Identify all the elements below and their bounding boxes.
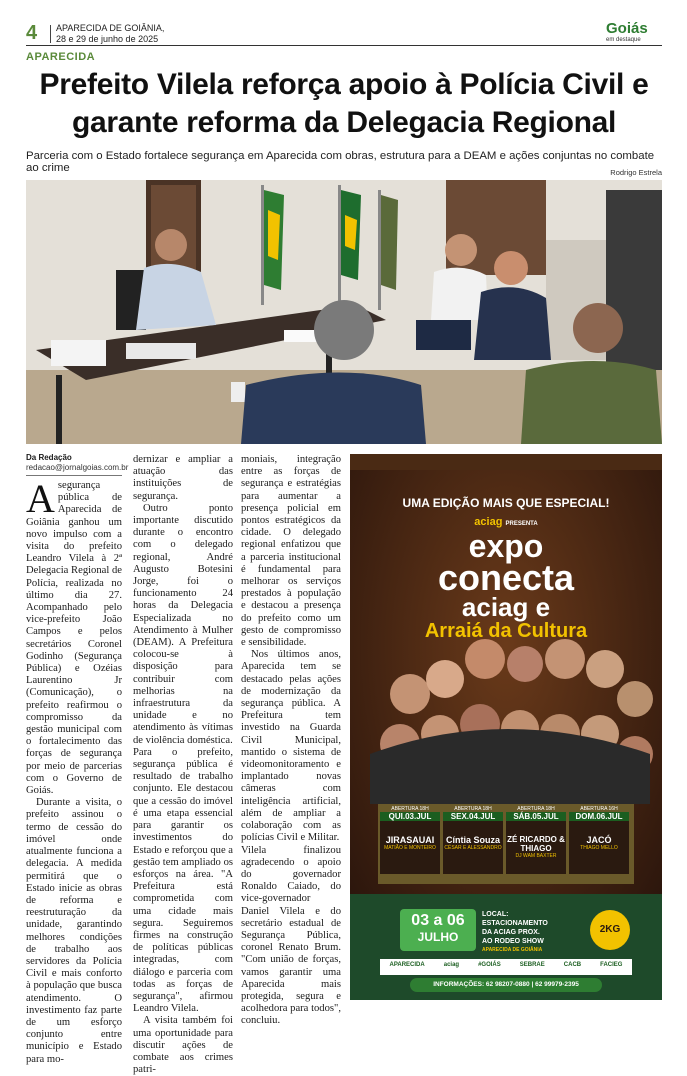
ad-org-sub: PRESENTA bbox=[505, 521, 538, 527]
ad-day-3 bbox=[506, 806, 566, 859]
ad-title-3: aciag e bbox=[461, 592, 551, 622]
header-date: 28 e 29 de junho de 2025 bbox=[56, 34, 159, 44]
article-column-2 bbox=[133, 454, 233, 1076]
ad-ticket: 2KG bbox=[599, 924, 621, 935]
ad-location-label: LOCAL: bbox=[482, 911, 509, 918]
ad-day-4 bbox=[569, 806, 629, 851]
ad-dates bbox=[400, 912, 476, 946]
ad-day-tag: ABERTURA 18H bbox=[454, 806, 492, 812]
ad-day-date: DOM.06.JUL bbox=[569, 812, 629, 821]
sponsor-logo: SEBRAE bbox=[519, 962, 545, 968]
advertisement[interactable] bbox=[350, 454, 662, 1000]
ad-title-2: conecta bbox=[437, 557, 575, 598]
article-paragraph bbox=[26, 476, 122, 797]
article-paragraph: dernizar e ampliar a atuação das instituições de segurança. bbox=[133, 454, 233, 502]
article-paragraph: Para o prefeito, segurança pública é resultado de trabalho conjunto. Ele destacou que a cessão do imóvel é uma etapa essencial para garantir os investimentos do Estado e reforçou que a gestão tem ampliado os esforços na área. "A Prefeitura está comprometida com uma cidade mais segura. Seguiremos firmes na construção de políticas públicas integradas, com diálogo e parceria com todas as forças de segurança", afirmou Leandro Vilela. bbox=[133, 746, 234, 1015]
ad-org bbox=[350, 516, 662, 528]
ad-day-1 bbox=[380, 806, 440, 851]
ad-day-date: SEX.04.JUL bbox=[443, 812, 503, 821]
header-dateline bbox=[56, 23, 164, 45]
logo-name: Goiás bbox=[606, 20, 648, 37]
ad-tagline: UMA EDIÇÃO MAIS QUE ESPECIAL! bbox=[402, 496, 610, 510]
ad-title-1: expo bbox=[468, 528, 544, 564]
ad-day-date: QUI.03.JUL bbox=[380, 812, 440, 821]
ad-day-tag: ABERTURA 18H bbox=[391, 806, 429, 812]
header-rule bbox=[26, 45, 662, 46]
ad-dates-days: 03 a 06 bbox=[411, 912, 465, 929]
ad-day-extra: CÉSAR E ALESSANDRO bbox=[444, 845, 502, 851]
article-paragraph: A visita também foi uma oportunidade para discutir ações de combate aos crimes patri- bbox=[133, 1015, 233, 1076]
byline-email[interactable]: redacao@jornalgoias.com.br bbox=[26, 463, 129, 472]
article-column-3 bbox=[241, 454, 341, 1028]
ad-location-line: AO RODEO SHOW bbox=[482, 938, 544, 945]
photo-credit: Rodrigo Estrela bbox=[610, 168, 662, 177]
ad-location bbox=[482, 910, 590, 955]
logo-sub: em destaque bbox=[606, 37, 641, 43]
ad-org-name: aciag bbox=[474, 516, 503, 528]
ad-day-tag: ABERTURA 16H bbox=[580, 806, 618, 812]
header-city: APARECIDA DE GOIÂNIA, bbox=[56, 23, 165, 33]
ad-dates-month: JULHO bbox=[417, 930, 459, 944]
meeting-photo bbox=[26, 180, 662, 444]
ad-sponsors bbox=[380, 962, 632, 968]
ad-location-line: ESTACIONAMENTO bbox=[482, 920, 548, 927]
ad-day-2 bbox=[443, 806, 503, 851]
drop-cap: A bbox=[26, 476, 55, 521]
ad-day-tag: ABERTURA 18H bbox=[517, 806, 555, 812]
ad-day-artist: JACÓ bbox=[586, 835, 612, 845]
ad-day-extra: MATIÃO E MONTEIRO bbox=[384, 845, 436, 851]
ad-subtitle: Arraiá da Cultura bbox=[424, 620, 588, 642]
newspaper-logo bbox=[606, 21, 664, 45]
ad-day-extra: THIAGO MELLO bbox=[580, 845, 618, 851]
article-text: segurança pública de Aparecida de Goiânia ganhou um novo impulso com a visita do prefeito Leandro Vilela à 2ª Delegacia Regional de Polícia, realizada no último dia 27. Acompanhado pelo vice-prefeito João Campos e pelos secretários Coronel Godinho (Segurança Pública) e Ozéias Laurentino Jr (Comunicação), o prefeito reafirmou o compromisso da gestão municipal com o fortalecimento das forças de segurança por meio de parcerias com o Governo de Goiás. bbox=[26, 480, 122, 797]
page-number: 4 bbox=[26, 22, 38, 44]
byline-name: Da Redação bbox=[26, 453, 72, 462]
sponsor-logo: #GOIÁS bbox=[478, 962, 501, 968]
ad-day-extra: DJ WAM BAXTER bbox=[515, 853, 557, 859]
sponsor-logo: aciag bbox=[443, 962, 460, 968]
subtitle: Parceria com o Estado fortalece segurança em Aparecida com obras, estrutura para a DEAM e ações conjuntas no combate ao crime bbox=[26, 150, 655, 174]
ad-day-artist: ZÉ RICARDO & THIAGO bbox=[507, 835, 565, 853]
sponsor-logo: CACB bbox=[563, 962, 582, 968]
ad-day-date: SÁB.05.JUL bbox=[506, 812, 566, 821]
section-label: APARECIDA bbox=[26, 51, 96, 63]
article-paragraph: Nos últimos anos, Aparecida tem se destacado pelas ações de modernização da segurança pública. A Prefeitura tem investido na Guarda Civil Municipal, mantido o sistema de videomonitoramento e implantado novas câmeras com inteligência artificial, além de ampliar a colaboração com as polícias Civil e Militar. bbox=[241, 649, 341, 844]
sponsor-logo: FACIEG bbox=[600, 962, 623, 968]
article-paragraph: Durante a visita, o prefeito assinou o termo de cessão do imóvel onde atualmente funciona a delegacia. A medida permitirá que o Estado inicie as obras de reforma e reestruturação da unidade, garantindo melhores condições de trabalho aos servidores da Polícia Civil e mais conforto à população que busca atendimento. O investimento faz parte de um esforço conjunto entre município e Estado para mo- bbox=[26, 797, 122, 1065]
ad-day-artist: JIRASAUAI bbox=[385, 835, 435, 845]
ad-info: INFORMAÇÕES: 62 98207-0880 | 62 99979-2395 bbox=[433, 981, 579, 988]
meeting-photo-illustration bbox=[26, 180, 662, 444]
ad-location-city: APARECIDA DE GOIÂNIA bbox=[482, 947, 543, 953]
sponsor-logo: APARECIDA bbox=[389, 962, 425, 968]
ad-location-line: DA ACIAG PROX. bbox=[482, 929, 540, 936]
article-paragraph: Outro ponto importante discutido durante o encontro com o delegado regional, André Augusto Botesini Jorge, foi o funcionamento 24 horas da Delegacia Especializada no Atendimento à Mulher (DEAM). A Prefeitura colocou-se à disposição para contribuir com melhorias na infraestrutura da unidade e no atendimento às vítimas de violência doméstica. bbox=[133, 502, 233, 746]
article-column-1 bbox=[26, 476, 122, 1066]
ad-day-artist: Cíntia Souza bbox=[445, 835, 500, 845]
article-paragraph: moniais, integração entre as forças de segurança e estratégias para aumentar a presença policial em pontos estratégicos da cidade. O delegado regional enfatizou que a parceria institucional é fundamental para melhorar os serviços prestados à população e destacou a presença do prefeito como um gesto de compromisso e sensibilidade. bbox=[241, 454, 341, 649]
article-paragraph: Vilela finalizou agradecendo o apoio do governador Ronaldo Caiado, do vice-governador Daniel Vilela e do secretário estadual de Segurança Pública, coronel Renato Brum. "Com união de forças, vamos garantir uma Aparecida mais protegida, segura e acolhedora para todos", concluiu. bbox=[241, 844, 341, 1027]
header-separator bbox=[50, 25, 51, 43]
headline: Prefeito Vilela reforça apoio à Polícia Civil e garante reforma da Delegacia Regional bbox=[39, 68, 649, 139]
